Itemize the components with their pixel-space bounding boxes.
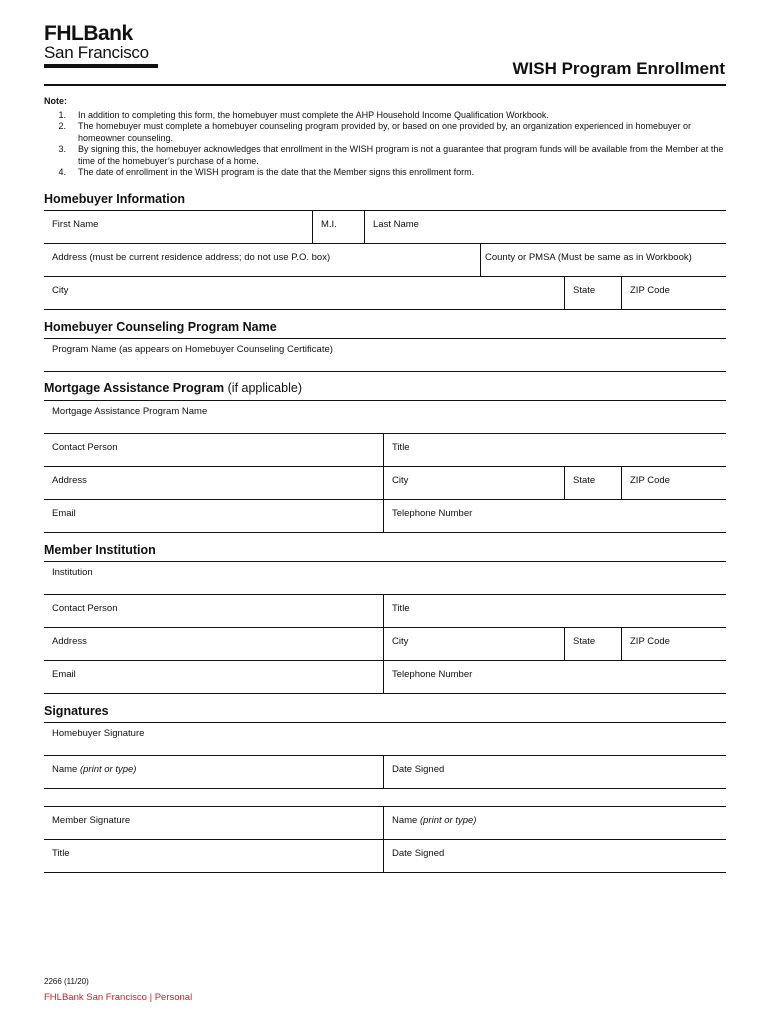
table-row [44, 807, 726, 840]
note-label: Note: [44, 96, 67, 106]
zip-field[interactable]: ZIP Code [621, 277, 726, 309]
counseling-program-field[interactable]: Program Name (as appears on Homebuyer Counseling Certificate) [52, 344, 333, 355]
table-row [44, 467, 726, 500]
member-date-signed-field[interactable]: Date Signed [383, 840, 726, 872]
member-city-field[interactable]: City [383, 628, 564, 660]
section-member-heading: Member Institution [44, 543, 156, 557]
member-name-field[interactable]: Name (print or type) [383, 807, 726, 839]
mortgage-address-field[interactable]: Address [52, 475, 87, 486]
member-address-field[interactable]: Address [52, 636, 87, 647]
mortgage-zip-field[interactable]: ZIP Code [621, 467, 726, 499]
member-contact-field[interactable]: Contact Person [52, 603, 118, 614]
table-row [44, 628, 726, 661]
mortgage-program-field[interactable]: Mortgage Assistance Program Name [52, 406, 208, 417]
table-row [44, 840, 726, 873]
signatures-table-member [44, 806, 726, 873]
table-row [44, 756, 726, 789]
county-field[interactable]: County or PMSA (Must be same as in Workbook) [480, 244, 726, 276]
table-row [44, 562, 726, 595]
table-row [44, 595, 726, 628]
logo-line-1: FHLBank [44, 22, 133, 45]
table-row [44, 500, 726, 533]
table-row [44, 723, 726, 756]
section-homebuyer-heading: Homebuyer Information [44, 192, 185, 206]
mortgage-city-field[interactable]: City [383, 467, 564, 499]
mortgage-title-field[interactable]: Title [383, 434, 726, 466]
table-row [44, 339, 726, 372]
city-field[interactable]: City [52, 285, 69, 296]
table-row [44, 244, 726, 277]
mortgage-phone-field[interactable]: Telephone Number [383, 500, 726, 532]
mi-field[interactable]: M.I. [312, 211, 364, 243]
section-mortgage-heading: Mortgage Assistance Program (if applicable) [44, 381, 302, 395]
table-row [44, 277, 726, 310]
signatures-table-homebuyer [44, 722, 726, 789]
last-name-field[interactable]: Last Name [364, 211, 726, 243]
section-signatures-heading: Signatures [44, 704, 109, 718]
member-sig-title-field[interactable]: Title [52, 848, 70, 859]
homebuyer-signature-field[interactable]: Homebuyer Signature [52, 728, 145, 739]
member-state-field[interactable]: State [564, 628, 621, 660]
state-field[interactable]: State [564, 277, 621, 309]
logo-line-2: San Francisco [44, 43, 149, 62]
member-table [44, 561, 726, 694]
section-counseling-heading: Homebuyer Counseling Program Name [44, 320, 277, 334]
mortgage-email-field[interactable]: Email [52, 508, 76, 519]
mortgage-contact-field[interactable]: Contact Person [52, 442, 118, 453]
member-phone-field[interactable]: Telephone Number [383, 661, 726, 693]
note-item: 4. The date of enrollment in the WISH program is the date that the Member signs this enrollment form. [58, 167, 475, 177]
homebuyer-date-signed-field[interactable]: Date Signed [383, 756, 726, 788]
mortgage-state-field[interactable]: State [564, 467, 621, 499]
table-row [44, 434, 726, 467]
member-signature-field[interactable]: Member Signature [52, 815, 131, 826]
title-divider [44, 84, 726, 86]
homebuyer-name-field[interactable]: Name (print or type) [52, 764, 137, 775]
table-row [44, 211, 726, 244]
table-row [44, 661, 726, 694]
logo-bar [44, 64, 158, 68]
member-title-field[interactable]: Title [383, 595, 726, 627]
homebuyer-table [44, 210, 726, 310]
page-title: WISH Program Enrollment [512, 59, 725, 78]
institution-field[interactable]: Institution [52, 567, 93, 578]
counseling-table [44, 338, 726, 372]
note-item: 1. In addition to completing this form, the homebuyer must complete the AHP Household Income Qualification Workbook. [58, 109, 549, 120]
first-name-field[interactable]: First Name [52, 219, 99, 230]
note-item: 3. By signing this, the homebuyer acknowledges that enrollment in the WISH program is not a guarantee that program funds will be available from the Member at the time of the homebuyer’s purchase of a home. [58, 144, 724, 166]
fhlbank-logo [44, 24, 162, 68]
form-code: 2266 (11/20) [44, 977, 89, 986]
notes-block [44, 96, 730, 179]
table-row [44, 401, 726, 434]
footer-brand: FHLBank San Francisco | Personal [44, 992, 193, 1003]
member-zip-field[interactable]: ZIP Code [621, 628, 726, 660]
mortgage-table [44, 400, 726, 533]
address-field[interactable]: Address (must be current residence address; do not use P.O. box) [52, 252, 331, 263]
member-email-field[interactable]: Email [52, 669, 76, 680]
note-item: 2. The homebuyer must complete a homebuyer counseling program provided by, or based on one provided by, an organization experienced in homebuyer or homeowner counseling. [58, 121, 692, 143]
